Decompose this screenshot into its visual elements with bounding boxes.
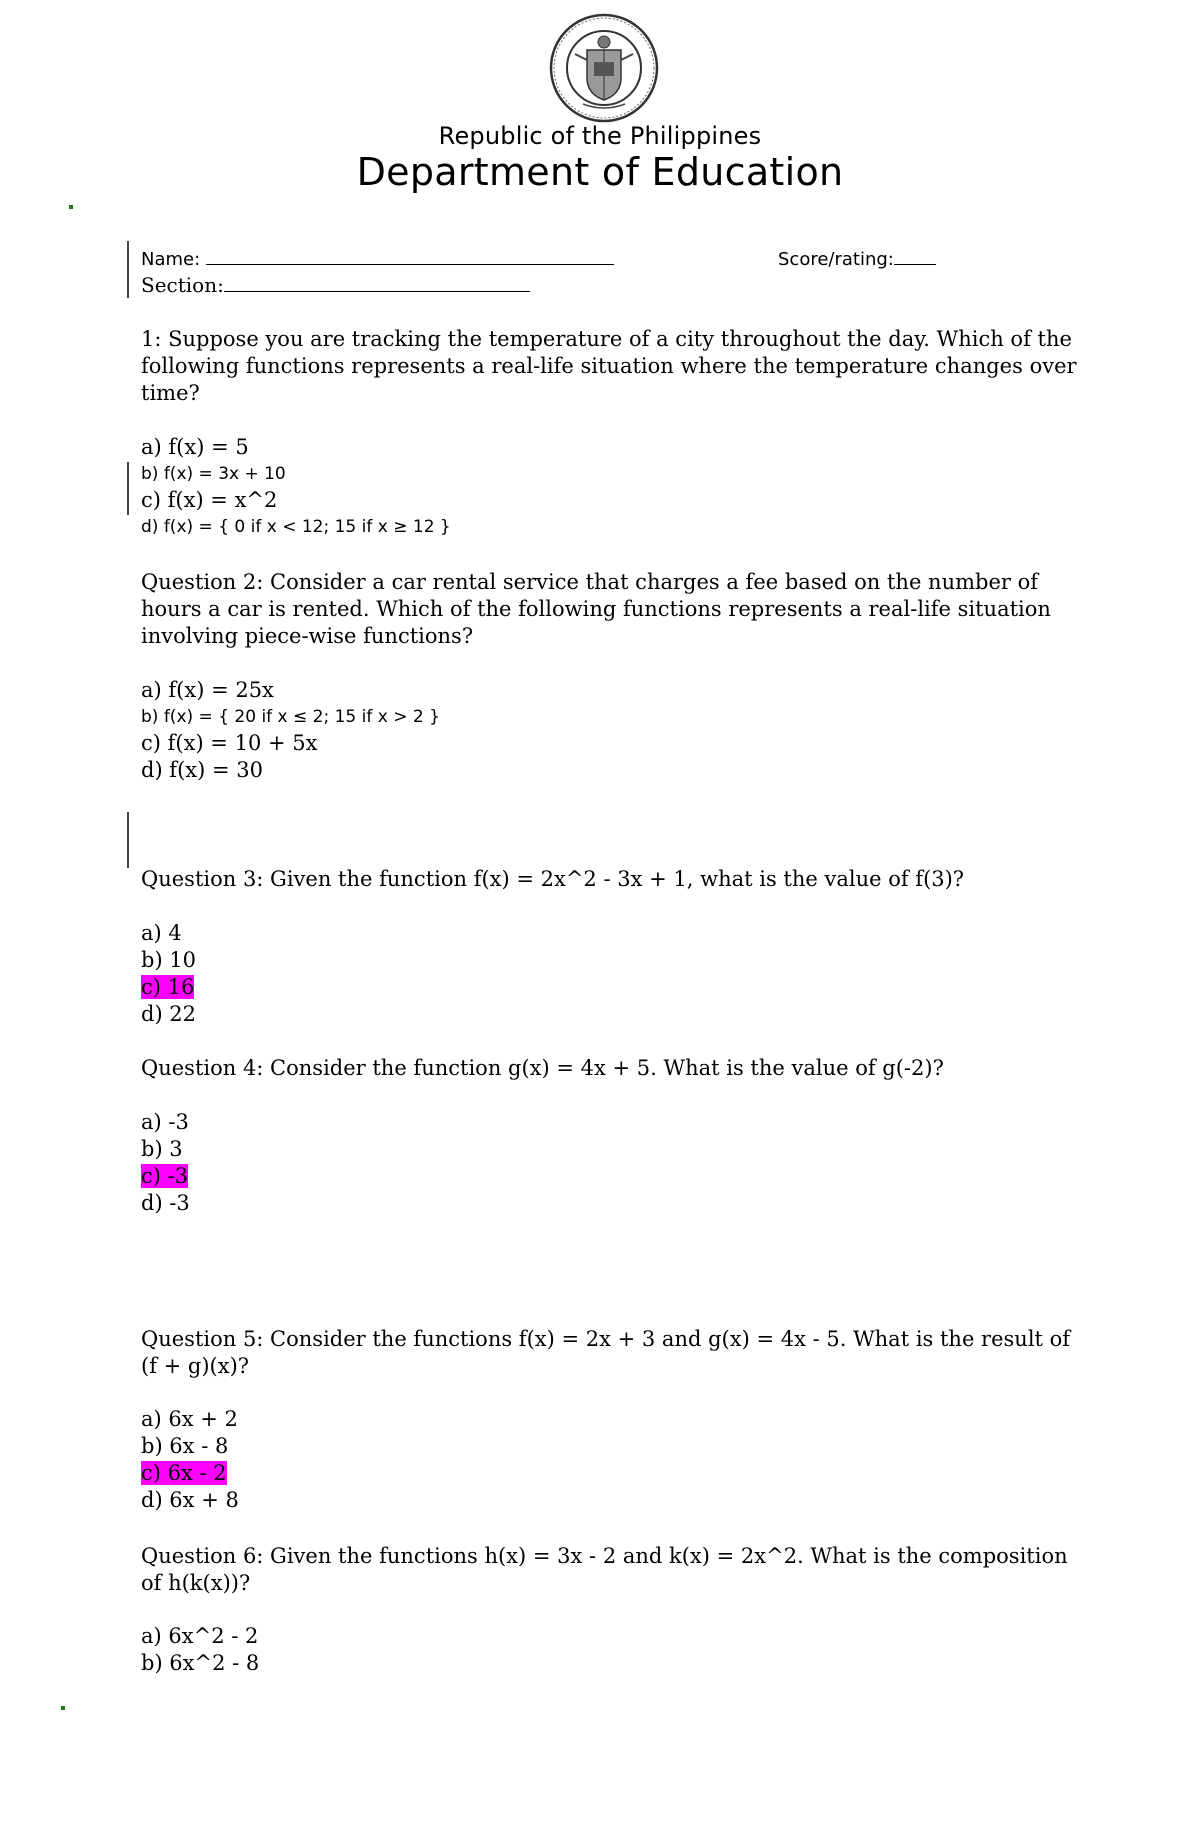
score-field	[778, 247, 936, 273]
name-label: Name:	[141, 249, 201, 270]
question-4-option-c	[141, 1163, 188, 1190]
revision-bar	[127, 462, 129, 515]
question-3-text: Question 3: Given the function f(x) = 2x^2 - 3x + 1, what is the value of f(3)?	[141, 867, 965, 891]
question-1-text: 1: Suppose you are tracking the temperature of a city throughout the day. Which of the following functions represents a real-life situation where the temperature changes over time?	[141, 327, 1077, 405]
revision-bar	[127, 241, 129, 298]
question-2-option-b: b) f(x) = { 20 if x ≤ 2; 15 if x > 2 }	[141, 707, 440, 727]
question-2-option-d: d) f(x) = 30	[141, 758, 263, 782]
republic-heading: Republic of the Philippines	[438, 122, 762, 150]
question-5-option-c	[141, 1460, 227, 1487]
question-6-text: Question 6: Given the functions h(x) = 3x - 2 and k(x) = 2x^2. What is the composition of h(k(x))?	[141, 1544, 1068, 1595]
section-blank[interactable]	[224, 275, 530, 292]
name-blank[interactable]	[206, 248, 614, 265]
margin-mark	[61, 1706, 65, 1710]
question-2-option-a: a) f(x) = 25x	[141, 678, 274, 702]
question-6-option-a: a) 6x^2 - 2	[141, 1624, 259, 1648]
question-1-option-b: b) f(x) = 3x + 10	[141, 464, 286, 484]
question-6-option-b: b) 6x^2 - 8	[141, 1651, 260, 1675]
deped-seal-icon	[547, 12, 661, 124]
section-field	[141, 272, 530, 298]
question-1-option-d: d) f(x) = { 0 if x < 12; 15 if x ≥ 12 }	[141, 517, 451, 537]
department-heading: Department of Education	[356, 150, 844, 194]
score-blank[interactable]	[894, 248, 936, 265]
margin-mark	[69, 205, 73, 209]
name-field	[141, 247, 614, 273]
question-5-option-b: b) 6x - 8	[141, 1434, 229, 1458]
question-5-option-a: a) 6x + 2	[141, 1407, 238, 1431]
question-2-option-c: c) f(x) = 10 + 5x	[141, 731, 318, 755]
question-3-option-a: a) 4	[141, 921, 182, 945]
score-label: Score/rating:	[778, 249, 894, 270]
question-5-option-d: d) 6x + 8	[141, 1488, 239, 1512]
question-2-text: Question 2: Consider a car rental service that charges a fee based on the number of hours a car is rented. Which of the following functions represents a real-life situation involving piece-wise functions?	[141, 570, 1051, 648]
question-4-text: Question 4: Consider the function g(x) = 4x + 5. What is the value of g(-2)?	[141, 1056, 944, 1080]
question-3-option-c	[141, 974, 194, 1001]
question-3-option-b: b) 10	[141, 948, 197, 972]
question-1-option-c: c) f(x) = x^2	[141, 488, 278, 512]
question-4-option-d: d) -3	[141, 1191, 190, 1215]
question-4-option-a: a) -3	[141, 1110, 189, 1134]
highlighted-answer: c) -3	[141, 1164, 189, 1188]
section-label: Section:	[141, 273, 224, 297]
highlighted-answer: c) 6x - 2	[141, 1461, 227, 1485]
highlighted-answer: c) 16	[141, 975, 195, 999]
question-5-text: Question 5: Consider the functions f(x) = 2x + 3 and g(x) = 4x - 5. What is the result of (f + g)(x)?	[141, 1327, 1071, 1378]
question-1-option-a: a) f(x) = 5	[141, 435, 249, 459]
revision-bar	[127, 812, 129, 868]
question-3-option-d: d) 22	[141, 1002, 197, 1026]
question-4-option-b: b) 3	[141, 1137, 183, 1161]
